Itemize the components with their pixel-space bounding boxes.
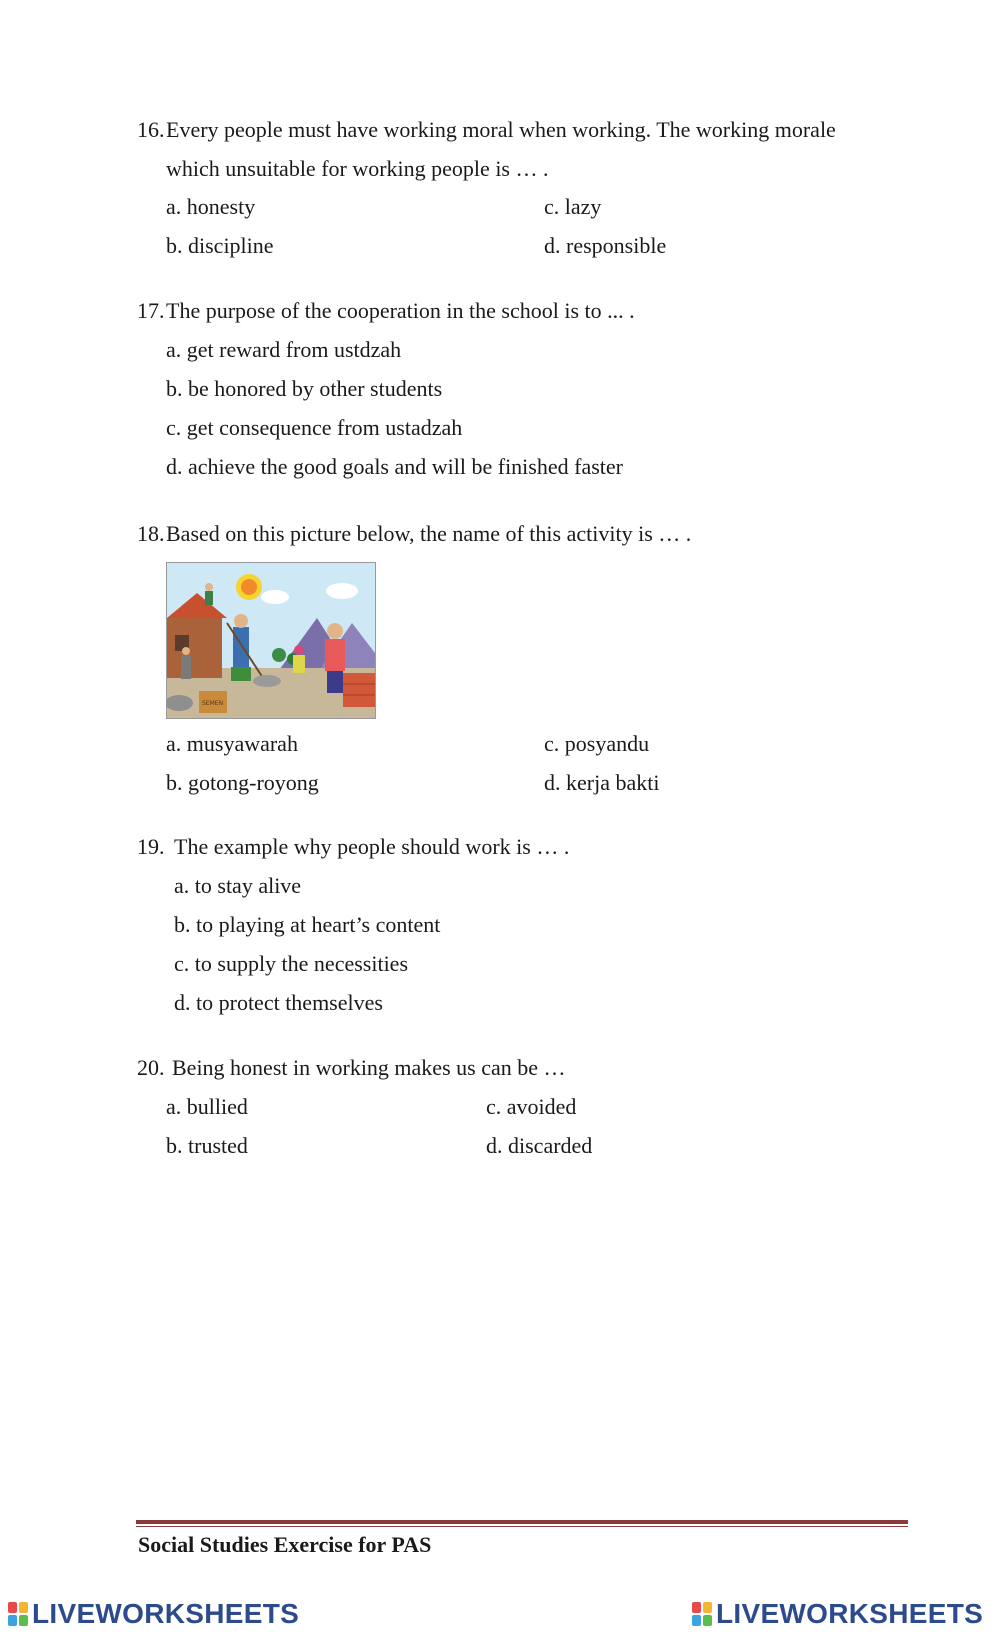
liveworksheets-logo-right xyxy=(692,1598,983,1630)
q17-option-c[interactable]: c. get consequence from ustadzah xyxy=(166,415,463,440)
q16-option-d[interactable]: d. responsible xyxy=(544,233,667,258)
q16-option-a[interactable]: a. honesty xyxy=(166,194,256,219)
liveworksheets-wordmark: LIVEWORKSHEETS xyxy=(32,1598,300,1629)
q18-option-a[interactable]: a. musyawarah xyxy=(166,731,298,756)
q19-option-c[interactable]: c. to supply the necessities xyxy=(174,951,409,976)
q16-option-b[interactable]: b. discipline xyxy=(166,233,274,258)
liveworksheets-logo-left xyxy=(8,1598,299,1630)
q19-option-b[interactable]: b. to playing at heart’s content xyxy=(174,912,441,937)
gotong-royong-illustration xyxy=(166,562,376,719)
q16-text-line2: which unsuitable for working people is … . xyxy=(166,156,549,181)
liveworksheets-wordmark: LIVEWORKSHEETS xyxy=(716,1598,984,1629)
liveworksheets-icon xyxy=(692,1602,712,1626)
liveworksheets-icon xyxy=(8,1602,28,1626)
q20-text: Being honest in working makes us can be … xyxy=(172,1055,566,1080)
q19-number: 19. xyxy=(137,834,165,859)
q19-text: The example why people should work is … . xyxy=(174,834,570,859)
sack-label: SEMEN xyxy=(202,700,224,707)
q17-number: 17. xyxy=(137,298,165,323)
q16-text-line1: Every people must have working moral when working. The working morale xyxy=(166,117,836,142)
q19-option-d[interactable]: d. to protect themselves xyxy=(174,990,383,1015)
q20-option-b[interactable]: b. trusted xyxy=(166,1133,248,1158)
q17-option-d[interactable]: d. achieve the good goals and will be finished faster xyxy=(166,454,623,479)
q18-option-b[interactable]: b. gotong-royong xyxy=(166,770,319,795)
q17-option-a[interactable]: a. get reward from ustdzah xyxy=(166,337,402,362)
q16-number: 16. xyxy=(137,117,165,142)
q18-number: 18. xyxy=(137,521,165,546)
q20-option-d[interactable]: d. discarded xyxy=(486,1133,593,1158)
q20-number: 20. xyxy=(137,1055,165,1080)
footer-rule-thin xyxy=(136,1526,908,1527)
q18-option-c[interactable]: c. posyandu xyxy=(544,731,650,756)
q20-option-a[interactable]: a. bullied xyxy=(166,1094,248,1119)
q18-text: Based on this picture below, the name of this activity is … . xyxy=(166,521,692,546)
q17-text: The purpose of the cooperation in the school is to ... . xyxy=(166,298,635,323)
footer-rule xyxy=(136,1520,908,1524)
footer-title: Social Studies Exercise for PAS xyxy=(138,1532,432,1557)
q18-option-d[interactable]: d. kerja bakti xyxy=(544,770,660,795)
q16-option-c[interactable]: c. lazy xyxy=(544,194,602,219)
q19-option-a[interactable]: a. to stay alive xyxy=(174,873,302,898)
q17-option-b[interactable]: b. be honored by other students xyxy=(166,376,443,401)
q20-option-c[interactable]: c. avoided xyxy=(486,1094,577,1119)
